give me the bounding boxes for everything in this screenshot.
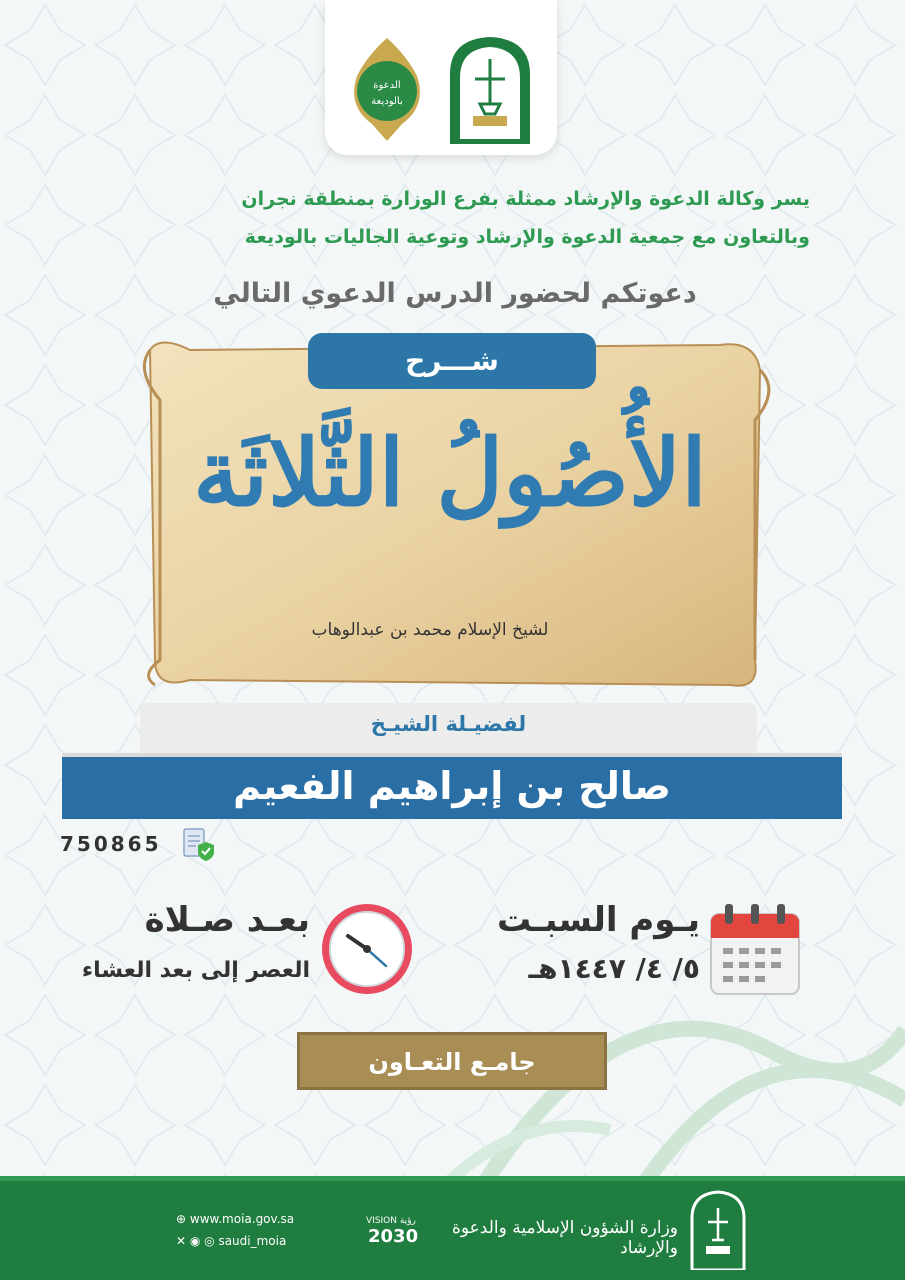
svg-text:الدعوة: الدعوة	[373, 80, 401, 91]
lesson-title: الأُصُولُ الثَّلاثَة	[193, 419, 707, 527]
calendar-icon	[705, 902, 805, 998]
time-detail: العصر إلى بعد العشاء	[81, 958, 310, 983]
lesson-day: يـوم السبـت	[497, 900, 700, 940]
sheikh-label: لفضيـلة الشيـخ	[370, 712, 527, 736]
decorative-arches	[440, 990, 905, 1190]
ministry-emblem-icon	[445, 34, 535, 144]
vision-label: VISION رؤية	[366, 1216, 416, 1226]
intro-line-1: يسر وكالة الدعوة والإرشاد ممثلة بفرع الوزارة بمنطقة نجران	[241, 188, 810, 210]
invitation-line: دعوتكم لحضور الدرس الدعوي التالي	[213, 278, 697, 309]
website-link[interactable]: ⊕ www.moia.gov.sa	[176, 1212, 295, 1226]
initiative-logo	[337, 36, 437, 146]
intro-line-2: وبالتعاون مع جمعية الدعوة والإرشاد وتوعية الجاليات بالوديعة	[244, 226, 810, 248]
lesson-date: ٥/ ٤/ ١٤٤٧هـ	[528, 952, 700, 985]
svg-text:بالوديعة: بالوديعة	[371, 96, 403, 107]
license-number: 750865	[60, 832, 162, 856]
sheikh-name: صالح بن إبراهيم الفعيم	[233, 764, 671, 808]
social-handle[interactable]: ✕ ◉ ◎ saudi_moia	[176, 1234, 287, 1248]
clock-icon	[318, 900, 416, 998]
lesson-author: لشيخ الإسلام محمد بن عبدالوهاب	[311, 620, 549, 640]
prayer-time-title: بعـد صـلاة	[144, 900, 310, 940]
lesson-label: شـــرح	[308, 333, 596, 389]
location-name: جامـع التعـاون	[368, 1048, 536, 1076]
verified-document-icon	[180, 826, 216, 862]
logo-card	[325, 0, 557, 155]
social-icons: ✕ ◉ ◎	[176, 1234, 219, 1248]
globe-icon: ⊕	[176, 1212, 190, 1226]
vision-year: 2030	[368, 1226, 419, 1247]
ministry-emblem-footer-icon	[688, 1190, 748, 1270]
ministry-name: وزارة الشؤون الإسلامية والدعوة والإرشاد	[451, 1218, 678, 1258]
